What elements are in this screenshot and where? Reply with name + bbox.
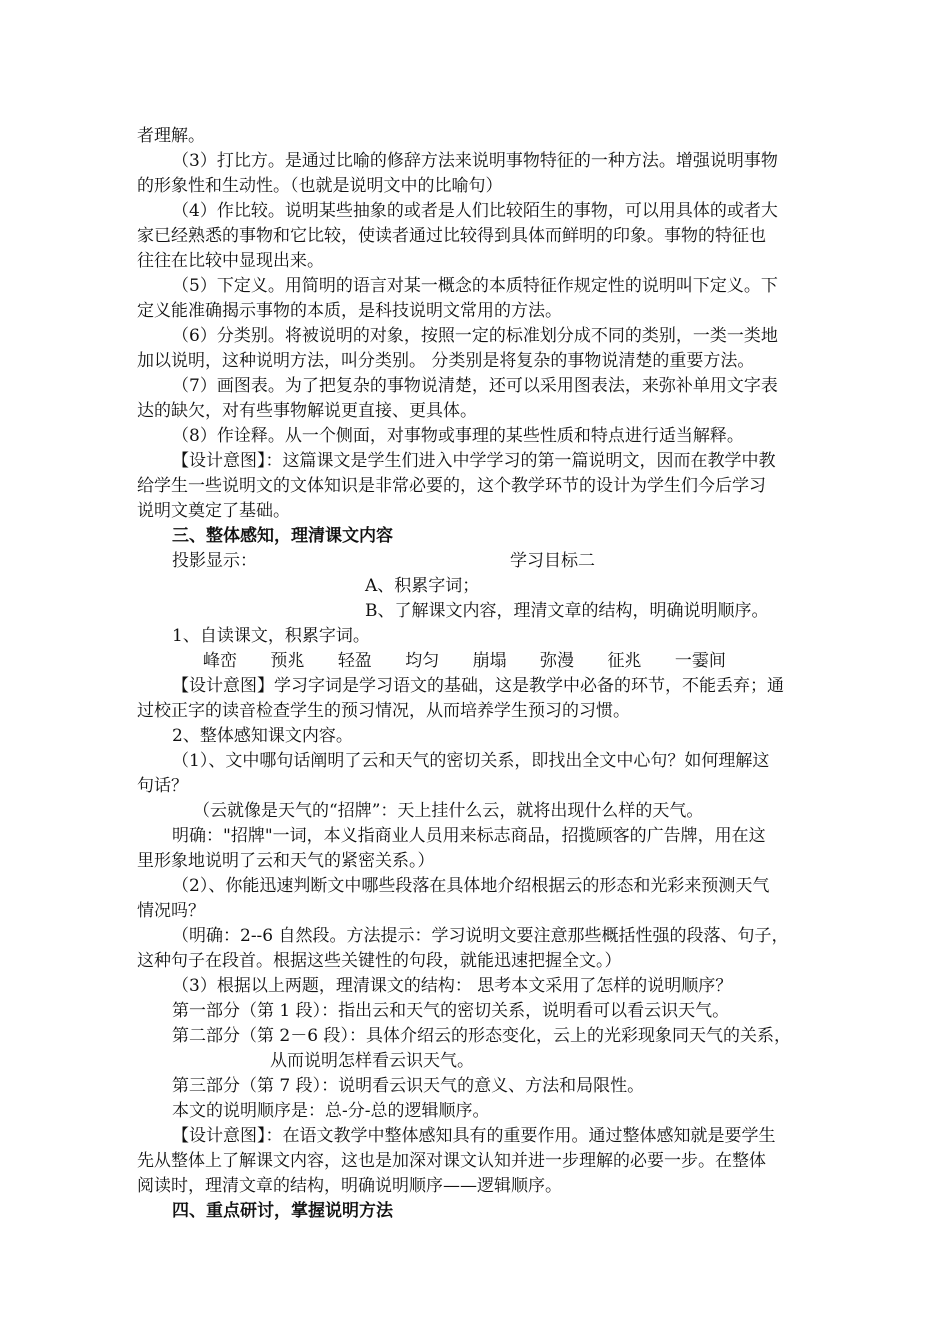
text-line: 本文的说明顺序是：总-分-总的逻辑顺序。: [172, 1101, 490, 1121]
text-line: （3）打比方。是通过比喻的修辞方法来说明事物特征的一种方法。增强说明事物: [172, 151, 778, 171]
text-line: 第一部分（第 1 段）：指出云和天气的密切关系，说明看可以看云识天气。: [172, 1001, 730, 1021]
vocabulary-word: 轻盈: [337, 651, 372, 671]
text-line: 里形象地说明了云和天气的紧密关系。）: [137, 851, 435, 871]
text-line: 【设计意图】：这篇课文是学生们进入中学学习的第一篇说明文，因而在教学中教: [172, 451, 776, 471]
text-line: 定义能准确揭示事物的本质，是科技说明文常用的方法。: [137, 301, 562, 321]
text-line: 这种句子在段首。根据这些关键性的句段，就能迅速把握全文。）: [137, 951, 622, 971]
text-line: 阅读时，理清文章的结构，明确说明顺序——逻辑顺序。: [137, 1176, 562, 1196]
text-line: 先从整体上了解课文内容，这也是加深对课文认知并进一步理解的必要一步。在整体: [137, 1151, 766, 1171]
vocabulary-word: 崩塌: [472, 651, 507, 671]
text-line: 给学生一些说明文的文体知识是非常必要的，这个教学环节的设计为学生们今后学习: [137, 476, 766, 496]
text-line: （1）、文中哪句话阐明了云和天气的密切关系，即找出全文中心句？如何理解这: [172, 751, 770, 771]
text-line: 第二部分（第 2－6 段）：具体介绍云的形态变化，云上的光彩现象同天气的关系，: [172, 1026, 791, 1046]
vocabulary-list: [203, 649, 754, 673]
text-line: （3）根据以上两题，理清课文的结构： 思考本文采用了怎样的说明顺序？: [172, 976, 733, 996]
text-line: 【设计意图】：在语文教学中整体感知具有的重要作用。通过整体感知就是要学生: [172, 1126, 776, 1146]
text-line: （6）分类别。将被说明的对象，按照一定的标准划分成不同的类别，一类一类地: [172, 326, 778, 346]
text-line: 者理解。: [137, 126, 205, 146]
objective-title: 学习目标二: [510, 551, 595, 571]
text-line: （2）、你能迅速判断文中哪些段落在具体地介绍根据云的形态和光彩来预测天气: [172, 876, 770, 896]
text-line: 家已经熟悉的事物和它比较，使读者通过比较得到具体而鲜明的印象。事物的特征也: [137, 226, 766, 246]
text-line: 句话？: [137, 776, 188, 796]
text-line: 1、自读课文，积累字词。: [172, 626, 370, 646]
text-line: 明确："招牌"一词，本义指商业人员用来标志商品，招揽顾客的广告牌，用在这: [172, 826, 766, 846]
text-line: 加以说明，这种说明方法，叫分类别。 分类别是将复杂的事物说清楚的重要方法。: [137, 351, 755, 371]
text-line: （云就像是天气的“招牌”：天上挂什么云，就将出现什么样的天气。: [193, 801, 704, 821]
text-line: 2、整体感知课文内容。: [172, 726, 353, 746]
text-line: 投影显示：: [172, 551, 257, 571]
vocabulary-word: 征兆: [607, 651, 642, 671]
vocabulary-word: 均匀: [405, 651, 440, 671]
text-line: 【设计意图】学习字词是学习语文的基础，这是教学中必备的环节，不能丢弃；通: [172, 676, 784, 696]
vocabulary-word: 弥漫: [540, 651, 575, 671]
text-line: 往往在比较中显现出来。: [137, 251, 324, 271]
text-line: （5）下定义。用简明的语言对某一概念的本质特征作规定性的说明叫下定义。下: [172, 276, 778, 296]
text-line: 第三部分（第 7 段）：说明看云识天气的意义、方法和局限性。: [172, 1076, 645, 1096]
objective-item: B、了解课文内容，理清文章的结构，明确说明顺序。: [365, 601, 769, 621]
vocabulary-word: 一霎间: [674, 651, 726, 671]
text-line: （明确：2--6 自然段。方法提示：学习说明文要注意那些概括性强的段落、句子，: [172, 926, 789, 946]
text-line: 的形象性和生动性。（也就是说明文中的比喻句）: [137, 176, 503, 196]
text-line: 过校正字的读音检查学生的预习情况，从而培养学生预习的习惯。: [137, 701, 630, 721]
text-line: （8）作诠释。从一个侧面，对事物或事理的某些性质和特点进行适当解释。: [172, 426, 744, 446]
text-line: 说明文奠定了基础。: [137, 501, 290, 521]
text-line: 情况吗？: [137, 901, 205, 921]
section-heading: 四、重点研讨，掌握说明方法: [172, 1201, 393, 1221]
vocabulary-word: 峰峦: [203, 651, 237, 671]
section-heading: 三、整体感知，理清课文内容: [172, 526, 393, 546]
text-line: （7）画图表。为了把复杂的事物说清楚，还可以采用图表法，来弥补单用文字表: [172, 376, 778, 396]
text-line: （4）作比较。说明某些抽象的或者是人们比较陌生的事物，可以用具体的或者大: [172, 201, 778, 221]
text-line: 从而说明怎样看云识天气。: [270, 1051, 474, 1071]
text-line: 达的缺欠，对有些事物解说更直接、更具体。: [137, 401, 477, 421]
objective-item: A、积累字词；: [365, 576, 480, 596]
vocabulary-word: 预兆: [270, 651, 305, 671]
